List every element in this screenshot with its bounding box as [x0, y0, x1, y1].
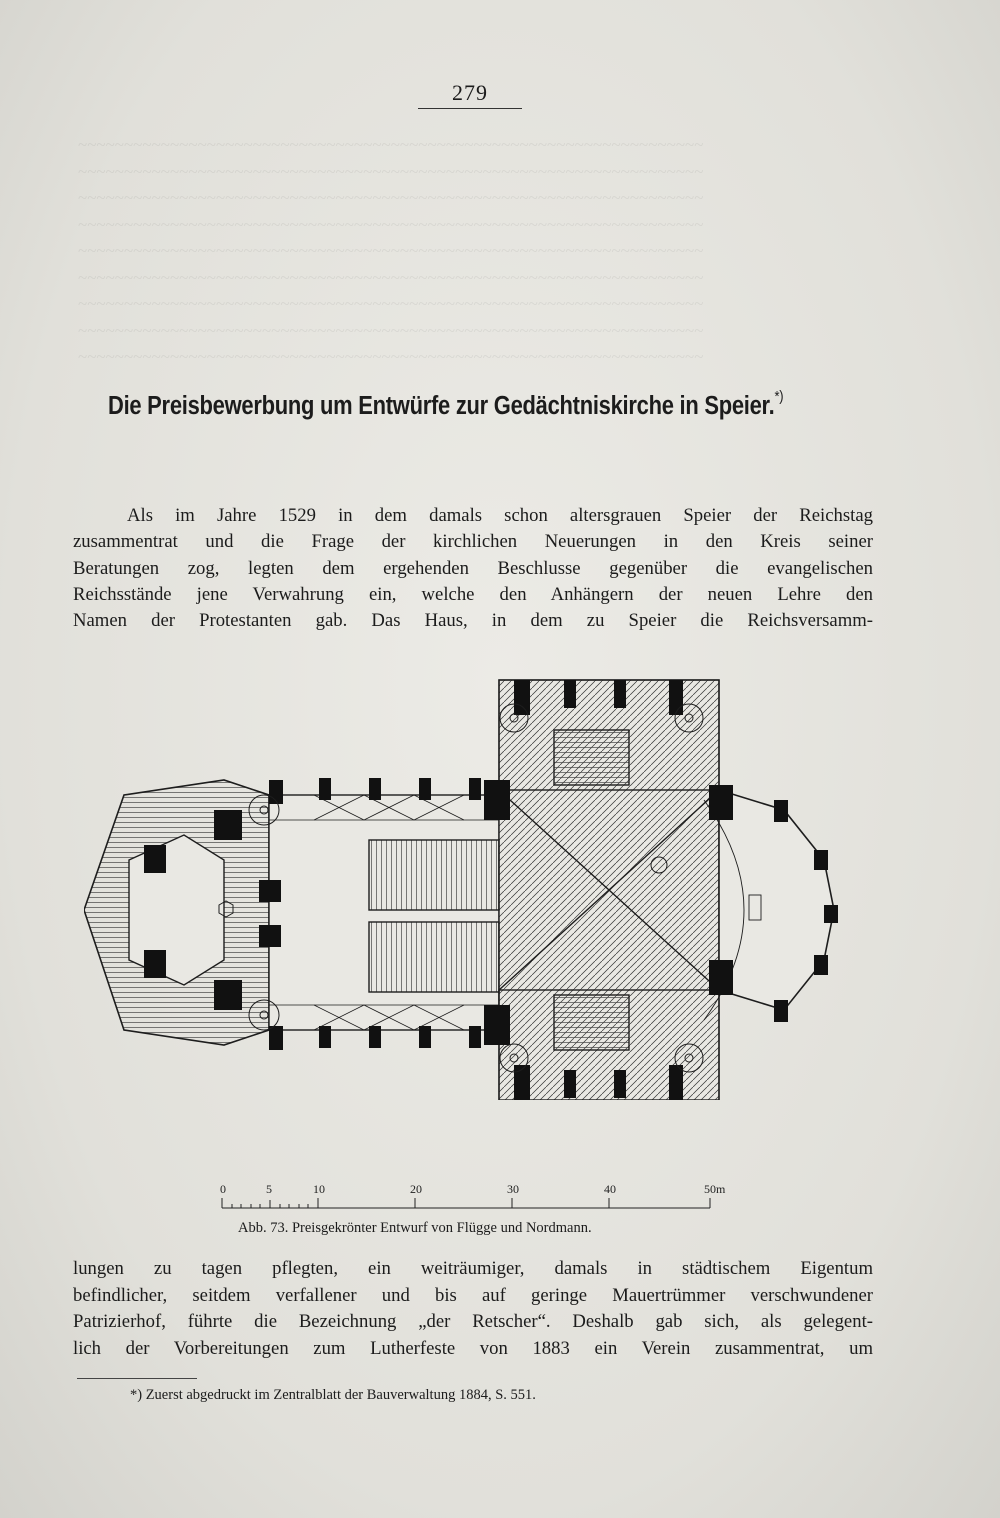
- paragraph-intro: [73, 503, 873, 634]
- text-line: lungen zu tagen pflegten, ein weiträumiger, damals in städtischem Eigentum: [73, 1258, 873, 1279]
- text-line: lich der Vorbereitungen zum Lutherfeste von 1883 ein Verein zusammentrat, um: [73, 1337, 873, 1359]
- scale-bar: [210, 1176, 770, 1216]
- scale-label: 40: [604, 1182, 616, 1196]
- heading-text: Die Preisbewerbung um Entwürfe zur Gedächtniskirche in Speier.: [108, 392, 775, 420]
- paragraph-continued: [73, 1256, 873, 1362]
- text-line: Reichsstände jene Verwahrung ein, welche den Anhängern der neuen Lehre den: [73, 583, 873, 605]
- figure-caption: Abb. 73. Preisgekrönter Entwurf von Flügge und Nordmann.: [238, 1220, 592, 1236]
- text-line: Beratungen zog, legten dem ergehenden Beschlusse gegenüber die evangelischen: [73, 557, 873, 579]
- scale-label: 0: [220, 1182, 226, 1196]
- scale-label: 30: [507, 1182, 519, 1196]
- scale-label: 10: [313, 1182, 325, 1196]
- show-through-texture: ~~~~~~~~~~~~~~~~~~~~~~~~~~~~~~~~~~~~~~~~~~~~~~~~~~~~~~~~~~~~~~~~~~~~ ~~~~~~~~~~~~~~~~~~~~~~~~~~~~~~~~~~~~~~~~~~~~~~~~~~~~~~~~~~~~~~~~~~~~ ~~~~~~~~~~~~~~~~~~~~~~~~~~~~~~~~~~~~~~~~~~~~~~~~~~~~~~~~~~~~~~~~~~~~ ~~~~~~~~~~~~~~~~~~~~~~~~~~~~~~~~~~~~~~~~~~~~~~~~~~~~~~~~~~~~~~~~~~~~ ~~~~~~~~~~~~~~~~~~~~~~~~~~~~~~~~~~~~~~~~~~~~~~~~~~~~~~~~~~~~~~~~~~~~ ~~~~~~~~~~~~~~~~~~~~~~~~~~~~~~~~~~~~~~~~~~~~~~~~~~~~~~~~~~~~~~~~~~~~ ~~~~~~~~~~~~~~~~~~~~~~~~~~~~~~~~~~~~~~~~~~~~~~~~~~~~~~~~~~~~~~~~~~~~ ~~~~~~~~~~~~~~~~~~~~~~~~~~~~~~~~~~~~~~~~~~~~~~~~~~~~~~~~~~~~~~~~~~~~ ~~~~~~~~~~~~~~~~~~~~~~~~~~~~~~~~~~~~~~~~~~~~~~~~~~~~~~~~~~~~~~~~~~~~: [78, 135, 704, 366]
- article-heading: [108, 388, 784, 421]
- text-line: Namen der Protestanten gab. Das Haus, in dem zu Speier die Reichsversamm-: [73, 610, 873, 632]
- scale-label: 5: [266, 1182, 272, 1196]
- page-number: 279: [418, 80, 522, 109]
- scale-label: 50m: [704, 1182, 726, 1196]
- footnote-divider: [77, 1378, 197, 1379]
- text-line: zusammentrat und die Frage der kirchlichen Neuerungen in den Kreis seiner: [73, 531, 873, 553]
- scale-label: 20: [410, 1182, 422, 1196]
- heading-footnote-mark: *): [774, 388, 784, 405]
- text-line: Als im Jahre 1529 in dem damals schon altersgrauen Speier der Reichstag: [127, 505, 873, 526]
- church-floor-plan: [84, 660, 844, 1100]
- text-line: Patrizierhof, führte die Bezeichnung „der Retscher“. Deshalb gab sich, als gelegent-: [73, 1311, 873, 1332]
- text-line: befindlicher, seitdem verfallener und bis auf geringe Mauertrümmer verschwundener: [73, 1284, 873, 1306]
- footnote: *) Zuerst abgedruckt im Zentralblatt der Bauverwaltung 1884, S. 551.: [130, 1387, 536, 1403]
